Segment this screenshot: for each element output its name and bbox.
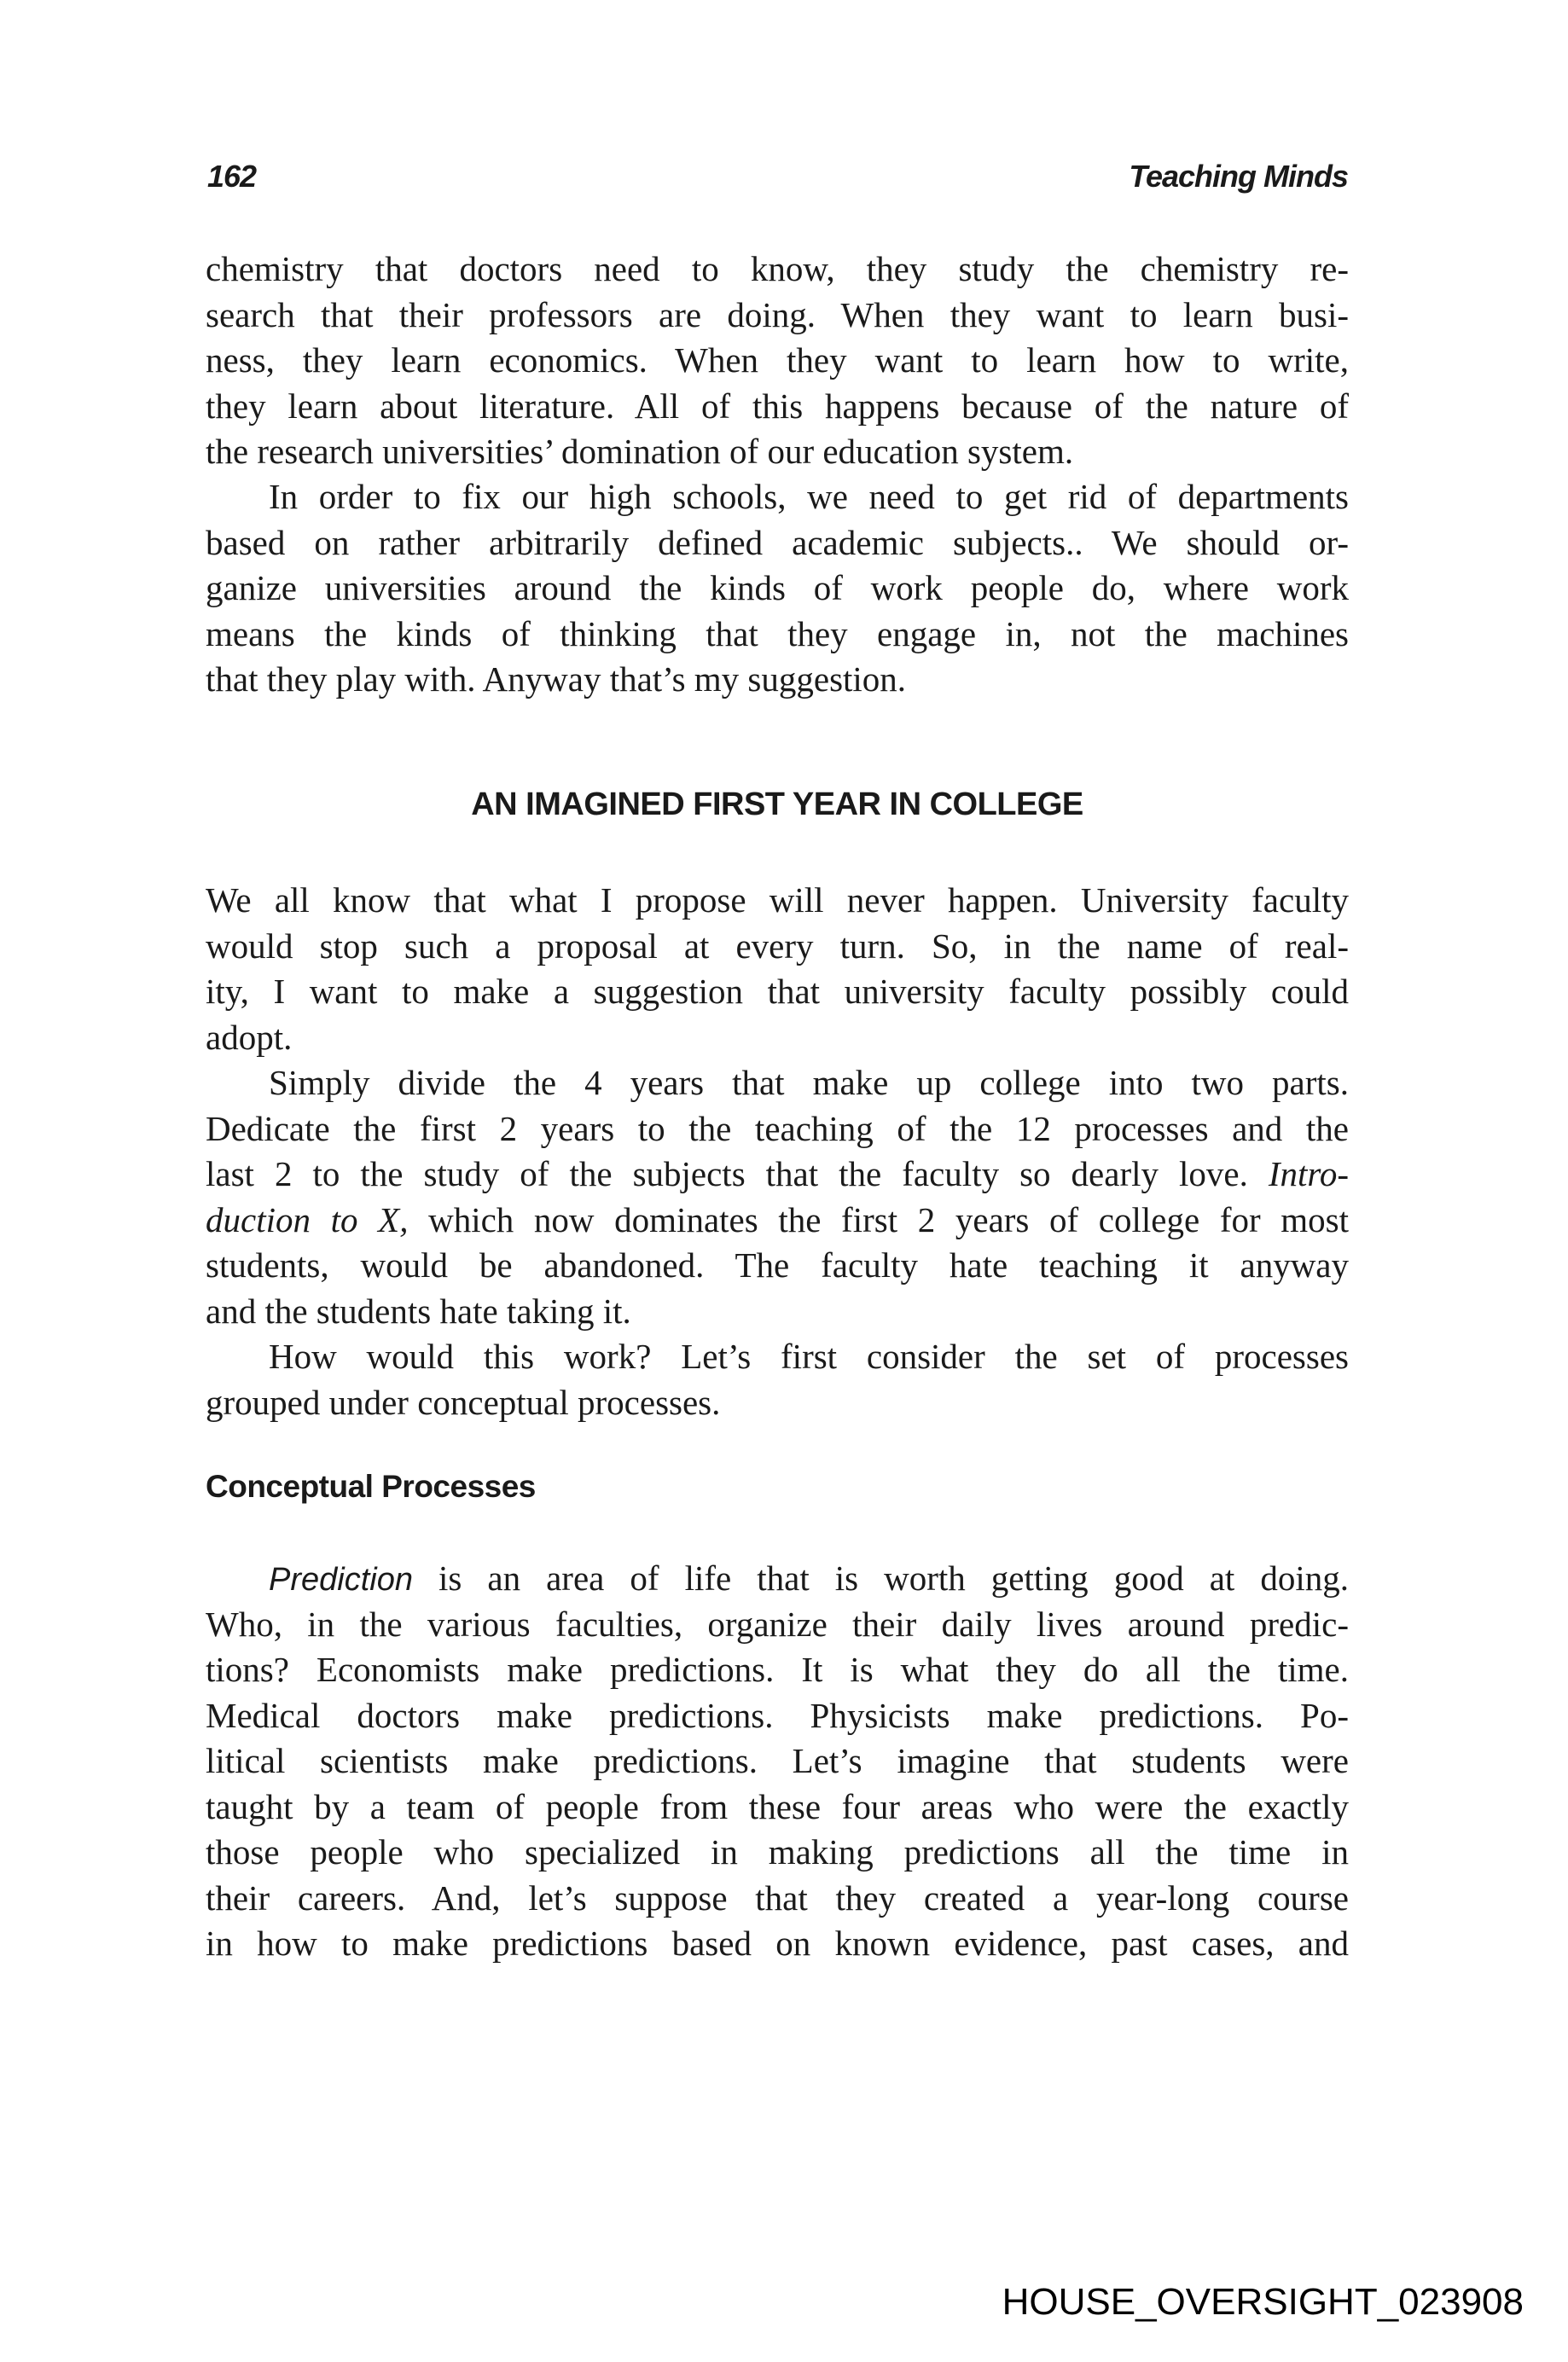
text-line bbox=[206, 566, 1349, 612]
text-line bbox=[206, 1380, 1349, 1426]
text-line bbox=[206, 1556, 1349, 1602]
text-line bbox=[206, 384, 1349, 430]
text-line bbox=[206, 878, 1349, 924]
line-text: ganize universities around the kinds of work people do, where work bbox=[206, 568, 1349, 607]
paragraph-block bbox=[206, 474, 1349, 703]
text-line bbox=[206, 657, 1349, 703]
text-line bbox=[206, 1921, 1349, 1967]
subsection-heading: Conceptual Processes bbox=[206, 1469, 536, 1504]
line-text: would stop such a proposal at every turn. So, in the name of real- bbox=[206, 926, 1349, 966]
text-line bbox=[206, 1785, 1349, 1831]
text-line bbox=[206, 1060, 1349, 1106]
paragraph-block bbox=[206, 247, 1349, 475]
line-text: those people who specialized in making predictions all the time in bbox=[206, 1832, 1349, 1872]
italic-text: Prediction bbox=[269, 1562, 413, 1598]
line-text: ness, they learn economics. When they want to learn how to write, bbox=[206, 340, 1349, 380]
line-text: that they play with. Anyway that’s my suggestion. bbox=[206, 659, 907, 699]
text-line bbox=[206, 1830, 1349, 1876]
section-heading: AN IMAGINED FIRST YEAR IN COLLEGE bbox=[471, 786, 1083, 822]
line-text: last 2 to the study of the subjects that the faculty so dearly love. bbox=[206, 1154, 1248, 1193]
line-text: Medical doctors make predictions. Physicists make predictions. Po- bbox=[206, 1695, 1349, 1735]
text-line bbox=[206, 1334, 1349, 1380]
text-line bbox=[206, 293, 1349, 339]
page-number: 162 bbox=[207, 159, 257, 194]
text-line bbox=[206, 924, 1349, 970]
text-line bbox=[206, 1015, 1349, 1061]
italic-text: Intro- bbox=[1268, 1154, 1349, 1193]
paragraph-block bbox=[206, 1556, 1349, 1967]
line-text: Who, in the various faculties, organize their daily lives around predic- bbox=[206, 1604, 1349, 1644]
line-text: Dedicate the first 2 years to the teaching of the 12 processes and the bbox=[206, 1108, 1349, 1148]
line-text: taught by a team of people from these four areas who were the exactly bbox=[206, 1786, 1349, 1826]
line-text: their careers. And, let’s suppose that they created a year-long course bbox=[206, 1877, 1349, 1918]
text-line bbox=[206, 1106, 1349, 1152]
line-text: based on rather arbitrarily defined academic subjects.. We should or- bbox=[206, 522, 1349, 562]
line-text: litical scientists make predictions. Let’s imagine that students were bbox=[206, 1741, 1349, 1780]
line-text: in how to make predictions based on known evidence, past cases, and bbox=[206, 1924, 1349, 1963]
line-text: In order to fix our high schools, we need to get rid of departments bbox=[269, 477, 1349, 516]
text-line bbox=[206, 1602, 1349, 1648]
text-line bbox=[206, 612, 1349, 658]
line-text: students, would be abandoned. The faculty hate teaching it anyway bbox=[206, 1245, 1349, 1285]
line-text: the research universities’ domination of our education system. bbox=[206, 432, 1074, 471]
line-text: ity, I want to make a suggestion that university faculty possibly could bbox=[206, 972, 1349, 1011]
line-text: tions? Economists make predictions. It is what they do all the time. bbox=[206, 1650, 1349, 1689]
text-line bbox=[206, 1198, 1349, 1244]
italic-text: duction to X, bbox=[206, 1199, 409, 1239]
line-text: and the students hate taking it. bbox=[206, 1291, 631, 1331]
text-line bbox=[206, 1876, 1349, 1922]
text-line bbox=[206, 1738, 1349, 1785]
text-line bbox=[206, 1647, 1349, 1693]
text-line bbox=[206, 1243, 1349, 1289]
line-text: We all know that what I propose will never happen. University faculty bbox=[206, 880, 1349, 920]
line-text: adopt. bbox=[206, 1017, 293, 1057]
line-text: is an area of life that is worth getting good at doing. bbox=[412, 1558, 1349, 1598]
text-line bbox=[206, 520, 1349, 566]
text-line bbox=[206, 1693, 1349, 1739]
line-text: they learn about literature. All of this happens because of the nature of bbox=[206, 386, 1349, 426]
line-text: which now dominates the first 2 years of college for most bbox=[408, 1199, 1349, 1239]
text-line bbox=[206, 474, 1349, 520]
text-line bbox=[206, 969, 1349, 1015]
text-line bbox=[206, 429, 1349, 475]
line-text: chemistry that doctors need to know, they study the chemistry re- bbox=[206, 249, 1349, 288]
text-line bbox=[206, 1289, 1349, 1335]
document-id-footer: HOUSE_OVERSIGHT_023908 bbox=[1002, 2281, 1524, 2323]
line-text: means the kinds of thinking that they engage in, not the machines bbox=[206, 613, 1349, 653]
paragraph-block bbox=[206, 878, 1349, 1425]
text-line bbox=[206, 1152, 1349, 1198]
text-line bbox=[206, 338, 1349, 384]
line-text: search that their professors are doing. When they want to learn busi- bbox=[206, 294, 1349, 334]
line-text: Simply divide the 4 years that make up college into two parts. bbox=[269, 1063, 1349, 1102]
line-text: How would this work? Let’s first consider the set of processes bbox=[269, 1337, 1349, 1376]
line-text: grouped under conceptual processes. bbox=[206, 1382, 721, 1422]
text-line bbox=[206, 247, 1349, 293]
running-title: Teaching Minds bbox=[1129, 159, 1348, 194]
